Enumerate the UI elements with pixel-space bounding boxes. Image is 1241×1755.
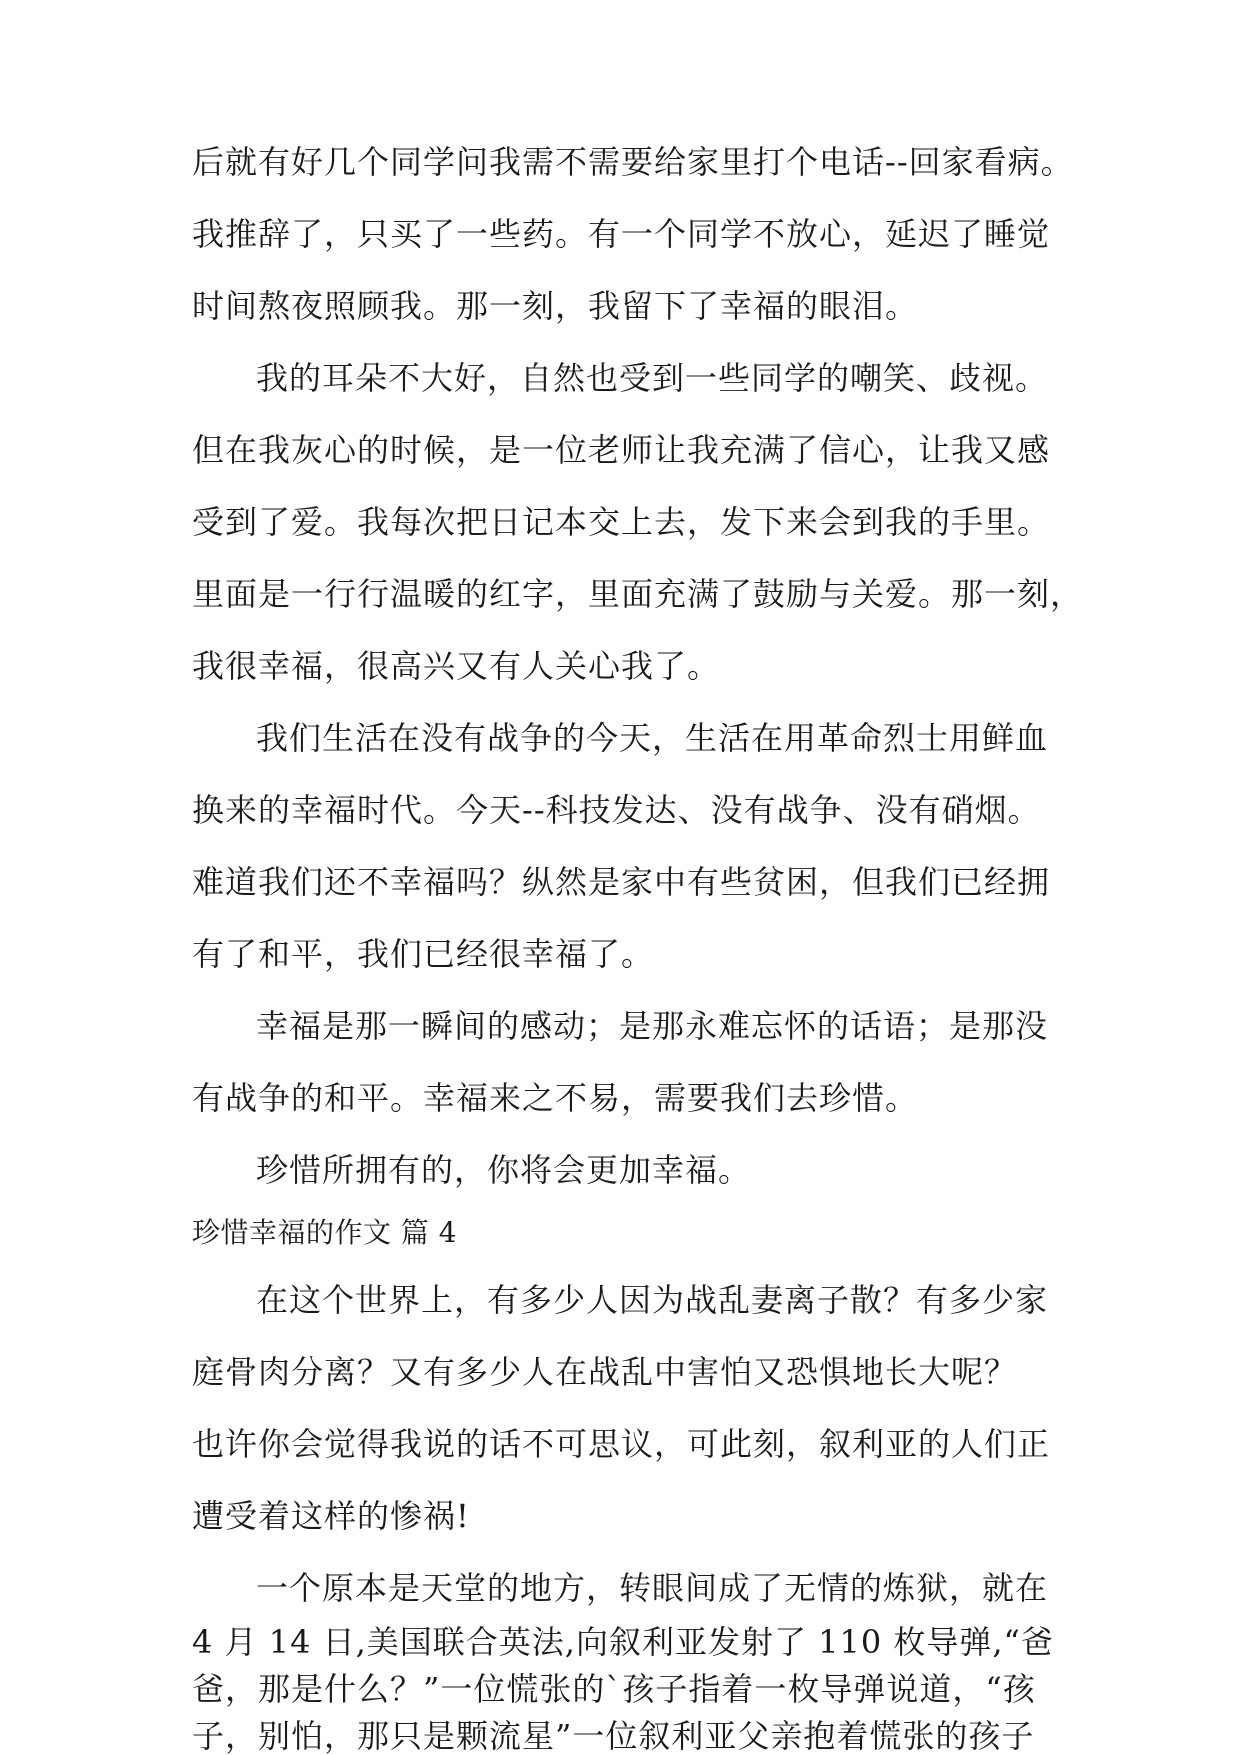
text-line: 庭骨肉分离？又有多少人在战乱中害怕又恐惧地长大呢？ [192, 1353, 1018, 1391]
paragraph-start-line: 一个原本是天堂的地方，转眼间成了无情的炼狱，就在 [256, 1569, 1049, 1607]
text-line: 爸，那是什么？”一位慌张的`孩子指着一枚导弹说道，“孩 [192, 1670, 1036, 1708]
text-line: 换来的幸福时代。今天--科技发达、没有战争、没有硝烟。 [192, 791, 1041, 829]
section-heading: 珍惜幸福的作文 篇 4 [192, 1216, 458, 1249]
text-line: 但在我灰心的时候，是一位老师让我充满了信心，让我又感 [192, 431, 1051, 469]
paragraph-start-line: 我的耳朵不大好，自然也受到一些同学的嘲笑、歧视。 [256, 359, 1049, 397]
paragraph-start-line: 珍惜所拥有的，你将会更加幸福。 [256, 1151, 752, 1189]
text-line: 受到了爱。我每次把日记本交上去，发下来会到我的手里。 [192, 503, 1051, 541]
text-line: 有了和平，我们已经很幸福了。 [192, 935, 655, 973]
paragraph-start-line: 在这个世界上，有多少人因为战乱妻离子散？有多少家 [256, 1281, 1049, 1319]
text-line: 遭受着这样的惨祸! [192, 1497, 470, 1535]
text-line: 难道我们还不幸福吗？纵然是家中有些贫困，但我们已经拥 [192, 863, 1051, 901]
text-line: 4 月 14 日,美国联合英法,向叙利亚发射了 110 枚导弹,“爸 [192, 1623, 1054, 1661]
paragraph-start-line: 幸福是那一瞬间的感动；是那永难忘怀的话语；是那没 [256, 1007, 1049, 1045]
text-line: 里面是一行行温暖的红字，里面充满了鼓励与关爱。那一刻， [192, 575, 1084, 613]
text-line: 后就有好几个同学问我需不需要给家里打个电话--回家看病。 [192, 143, 1074, 181]
text-line: 我很幸福，很高兴又有人关心我了。 [192, 647, 721, 685]
text-line: 子，别怕，那只是颗流星”一位叙利亚父亲抱着慌张的孩子 [192, 1717, 1035, 1755]
text-line: 有战争的和平。幸福来之不易，需要我们去珍惜。 [192, 1079, 919, 1117]
text-line: 也许你会觉得我说的话不可思议，可此刻，叙利亚的人们正 [192, 1425, 1051, 1463]
text-line: 时间熬夜照顾我。那一刻，我留下了幸福的眼泪。 [192, 287, 919, 325]
paragraph-start-line: 我们生活在没有战争的今天，生活在用革命烈士用鲜血 [256, 719, 1049, 757]
text-line: 我推辞了，只买了一些药。有一个同学不放心，延迟了睡觉 [192, 215, 1051, 253]
